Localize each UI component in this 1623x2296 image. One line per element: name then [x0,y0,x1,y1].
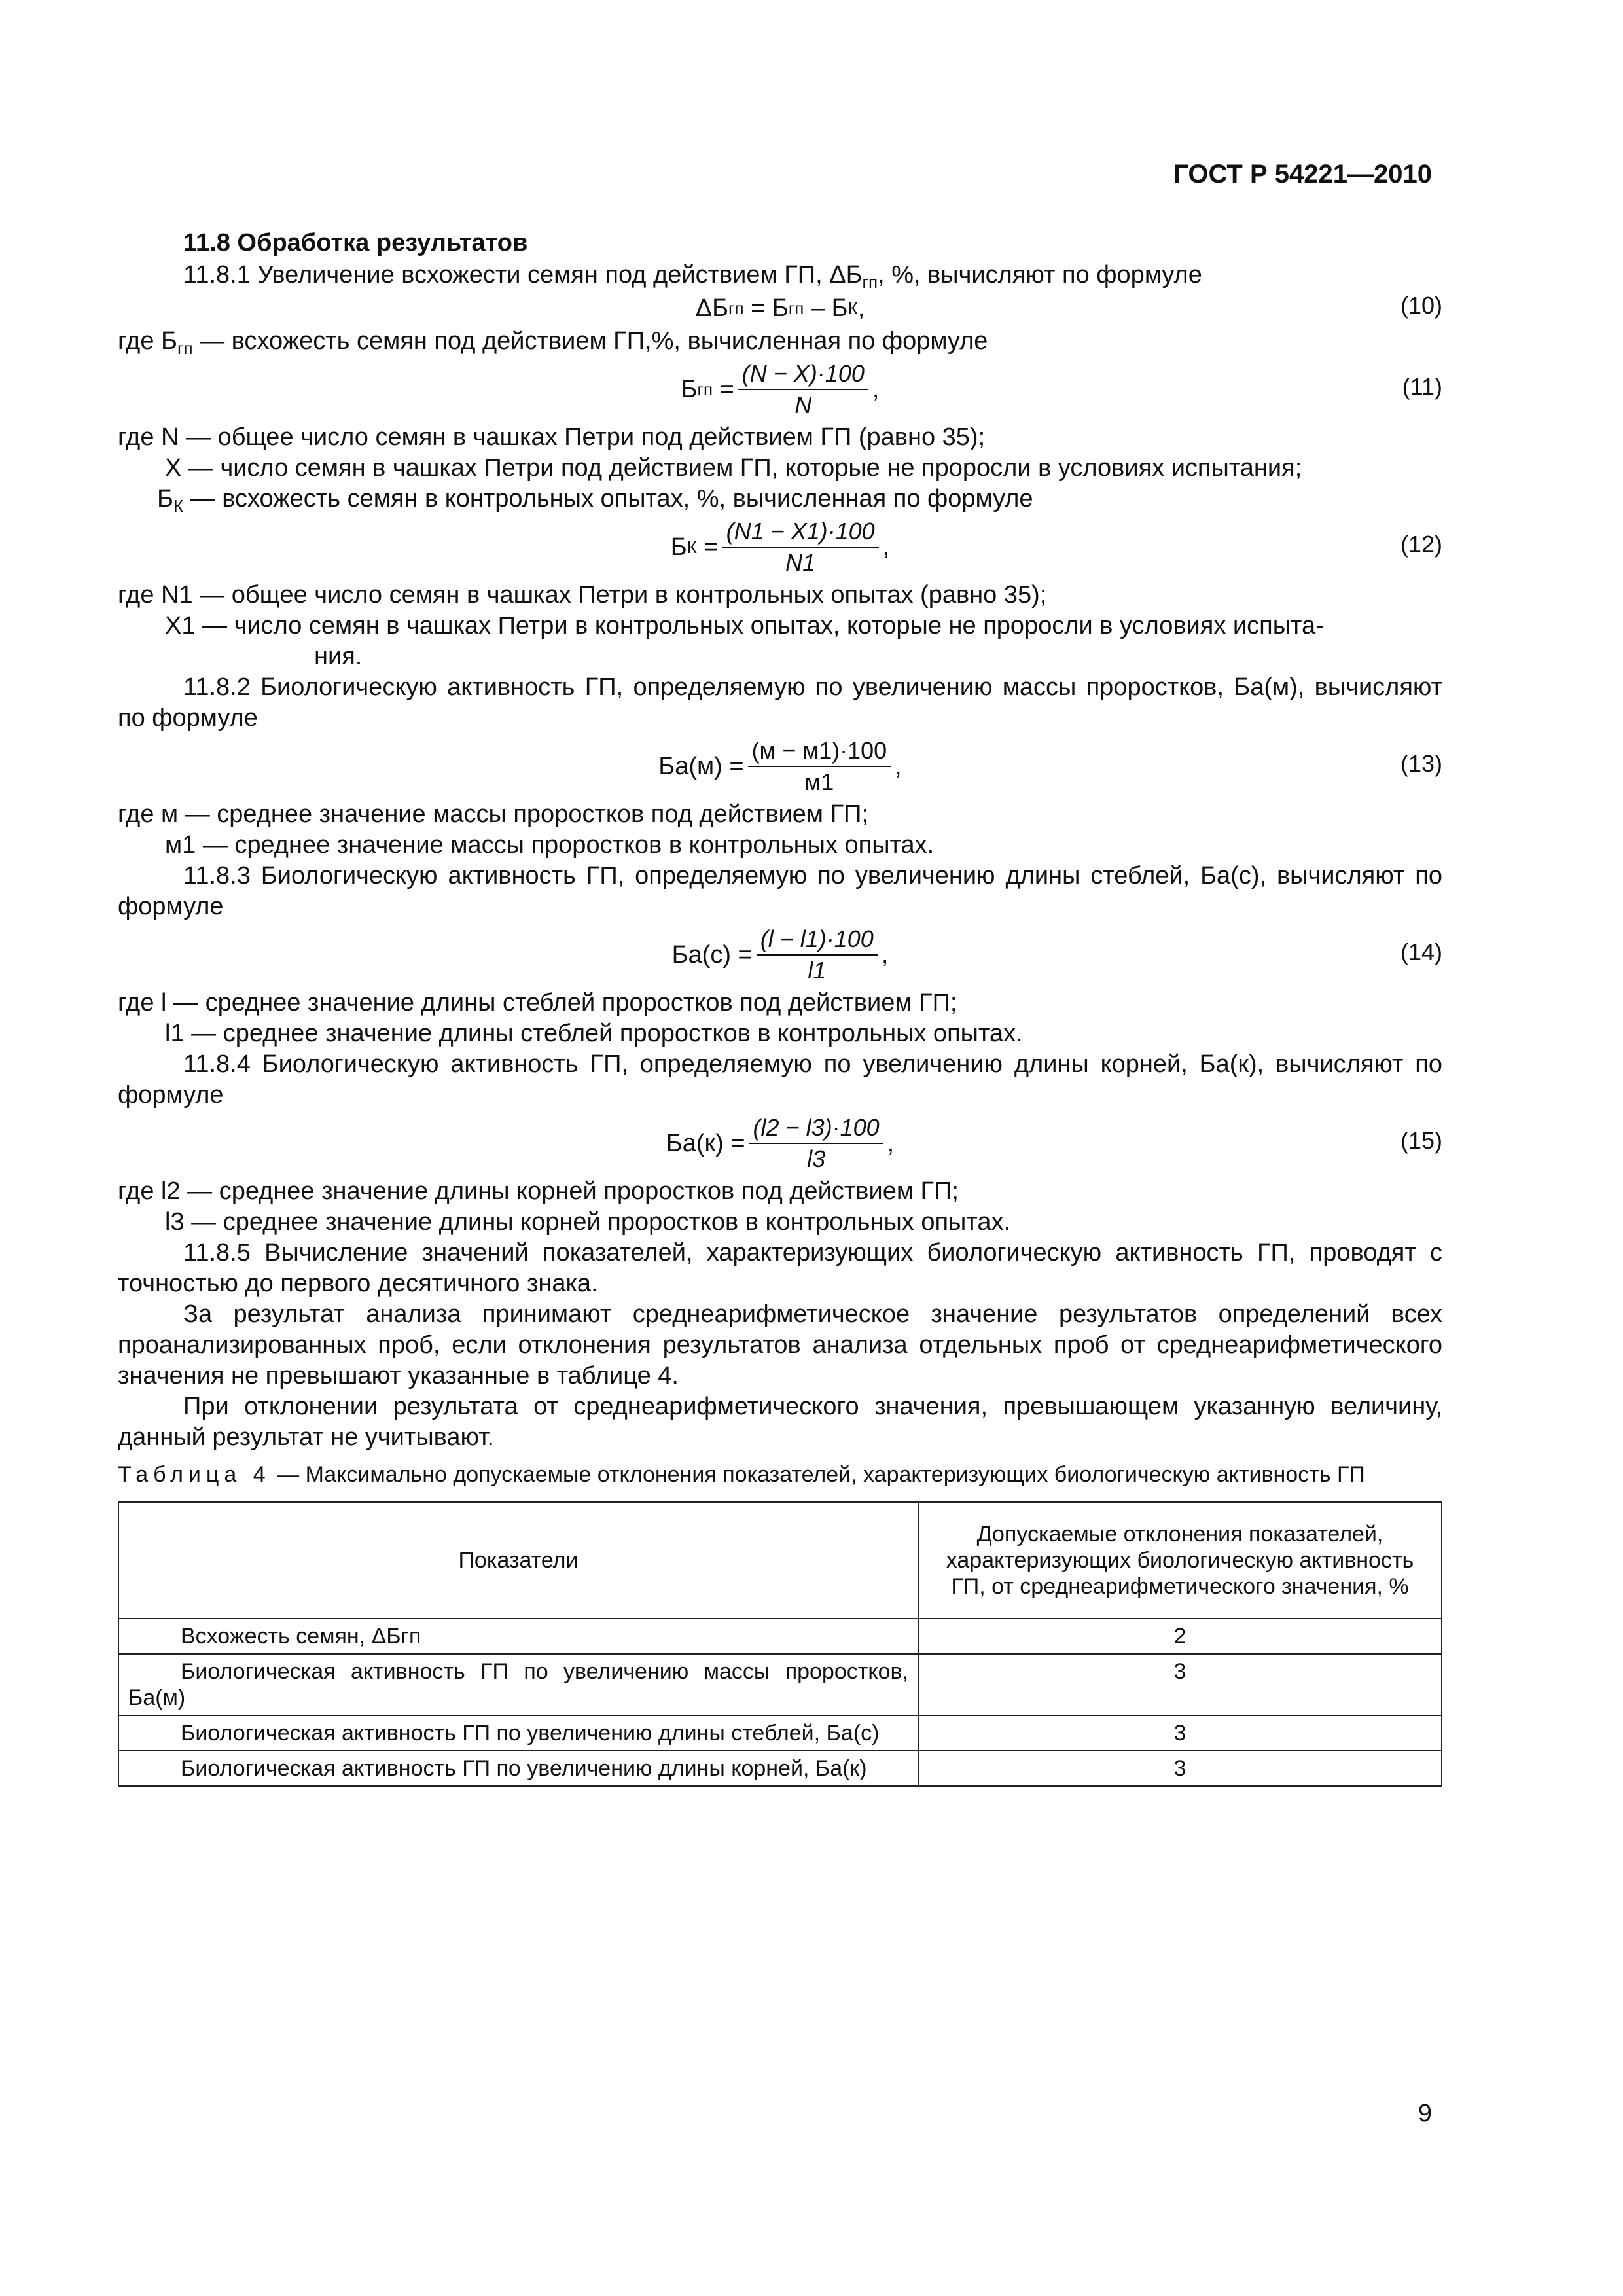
where-X: X — число семян в чашках Петри под действием ГП, которые не проросли в условиях испытания; [165,454,1302,482]
where-l1: l1 — среднее значение длины стеблей проростков в контрольных опытах. [165,1020,1023,1047]
formula-12: Б К = $\frac{(N1 - X1)\cdot 100}{N1}$ , (12) [670,518,1442,576]
clause-11-8-5: 11.8.5 Вычисление значений показателей, характеризующих биологическую активность ГП, проводят с точностью до первого десятичного знака. [118,1239,1442,1297]
formula-number: (13) [1400,749,1442,777]
formula-11: Б гп = $\frac{(N - X)\cdot 100}{N}$ , (11) [681,360,1442,418]
table-header-row [118,1502,1442,1619]
table-row [118,1619,1442,1654]
formula-number: (15) [1400,1126,1442,1154]
table-header-indicators: Показатели [118,1502,918,1619]
table-row [118,1715,1442,1751]
table-cell-value: 3 [918,1751,1442,1786]
table-cell-indicator: Всхожесть семян, ΔБгп [118,1619,918,1654]
formula-14: Ба(с) = $\frac{(l - l1)\cdot 100}{l1}$ , (14) [671,925,1442,984]
formula-15: Ба(к) = $\frac{(l2 - l3)\cdot 100}{l3}$ , (15) [666,1114,1442,1172]
formula-number: (14) [1400,938,1442,965]
where-Bk: $Б_К$ — всхожесть семян в контрольных опытах, %, вычисленная по формуле [157,485,1033,516]
where-X1-cont: ния. [314,643,363,670]
table-cell-value: 2 [918,1619,1442,1654]
clause-11-8-3: 11.8.3 Биологическую активность ГП, определяемую по увеличению длины стеблей, Ба(с), вычисляют по формуле [118,862,1442,920]
deviation-table [118,1501,1442,1787]
page-number: 9 [1418,2100,1432,2127]
paragraph-deviation: При отклонении результата от среднеарифметического значения, превышающем указанную величину, данный результат не учитывают. [118,1393,1442,1451]
formula-number: (11) [1402,372,1442,400]
table-row [118,1751,1442,1786]
where-N: где N — общее число семян в чашках Петри под действием ГП (равно 35); [118,423,986,451]
table-cell-indicator: Биологическая активность ГП по увеличению длины стеблей, Ба(с) [118,1715,918,1751]
clause-11-8-4: 11.8.4 Биологическую активность ГП, определяемую по увеличению длины корней, Ба(к), вычисляют по формуле [118,1050,1442,1109]
formula-number: (10) [1400,291,1442,319]
table-cell-value: 3 [918,1654,1442,1715]
where-m: где м — среднее значение массы проростков под действием ГП; [118,800,869,828]
clause-11-8-1: 11.8.1 Увеличение всхожести семян под действием ГП, $\Delta Б_{гп}$, %, вычисляют по формуле [183,261,1202,292]
where-m1: м1 — среднее значение массы проростков в контрольных опытах. [165,831,935,859]
table-cell-indicator: Биологическая активность ГП по увеличению длины корней, Ба(к) [118,1751,918,1786]
where-N1: где N1 — общее число семян в чашках Петри в контрольных опытах (равно 35); [118,581,1047,609]
where-bgp: где $Б_{гп}$ — всхожесть семян под действием ГП,%, вычисленная по формуле [118,327,988,358]
where-l3: l3 — среднее значение длины корней проростков в контрольных опытах. [165,1208,1011,1236]
table-cell-indicator: Биологическая активность ГП по увеличению массы проростков, Ба(м) [118,1654,918,1715]
formula-10: ΔБ гп = Б гп – Б К , (10) [118,291,1442,326]
clause-11-8-2: 11.8.2 Биологическую активность ГП, определяемую по увеличению массы проростков, Ба(м), вычисляют по формуле [118,673,1442,732]
document-body [118,228,1442,1787]
table-header-deviation: Допускаемые отклонения показателей, характеризующих биологическую активность ГП, от среднеарифметического значения, % [918,1502,1442,1619]
where-l2: где l2 — среднее значение длины корней проростков под действием ГП; [118,1177,959,1205]
table-cell-value: 3 [918,1715,1442,1751]
formula-13: Ба(м) = $\frac{(м - м1)\cdot 100}{м1}$ , (13) [658,737,1442,795]
paragraph-result: За результат анализа принимают среднеарифметическое значение результатов определений всех проанализированных проб, если отклонения результатов анализа отдельных проб от среднеарифметического значения не превышают указанные в таблице 4. [118,1300,1442,1390]
formula-number: (12) [1400,530,1442,558]
standard-designation: ГОСТ Р 54221—2010 [1173,160,1432,188]
section-heading: 11.8 Обработка результатов [183,229,528,257]
where-X1: X1 — число семян в чашках Петри в контрольных опытах, которые не проросли в условиях испыта- [165,612,1324,639]
table-row [118,1654,1442,1715]
where-l: где l — среднее значение длины стеблей проростков под действием ГП; [118,989,957,1016]
table-caption: Таблица 4 — Максимально допускаемые отклонения показателей, характеризующих биологическую активность ГП [118,1462,1365,1487]
